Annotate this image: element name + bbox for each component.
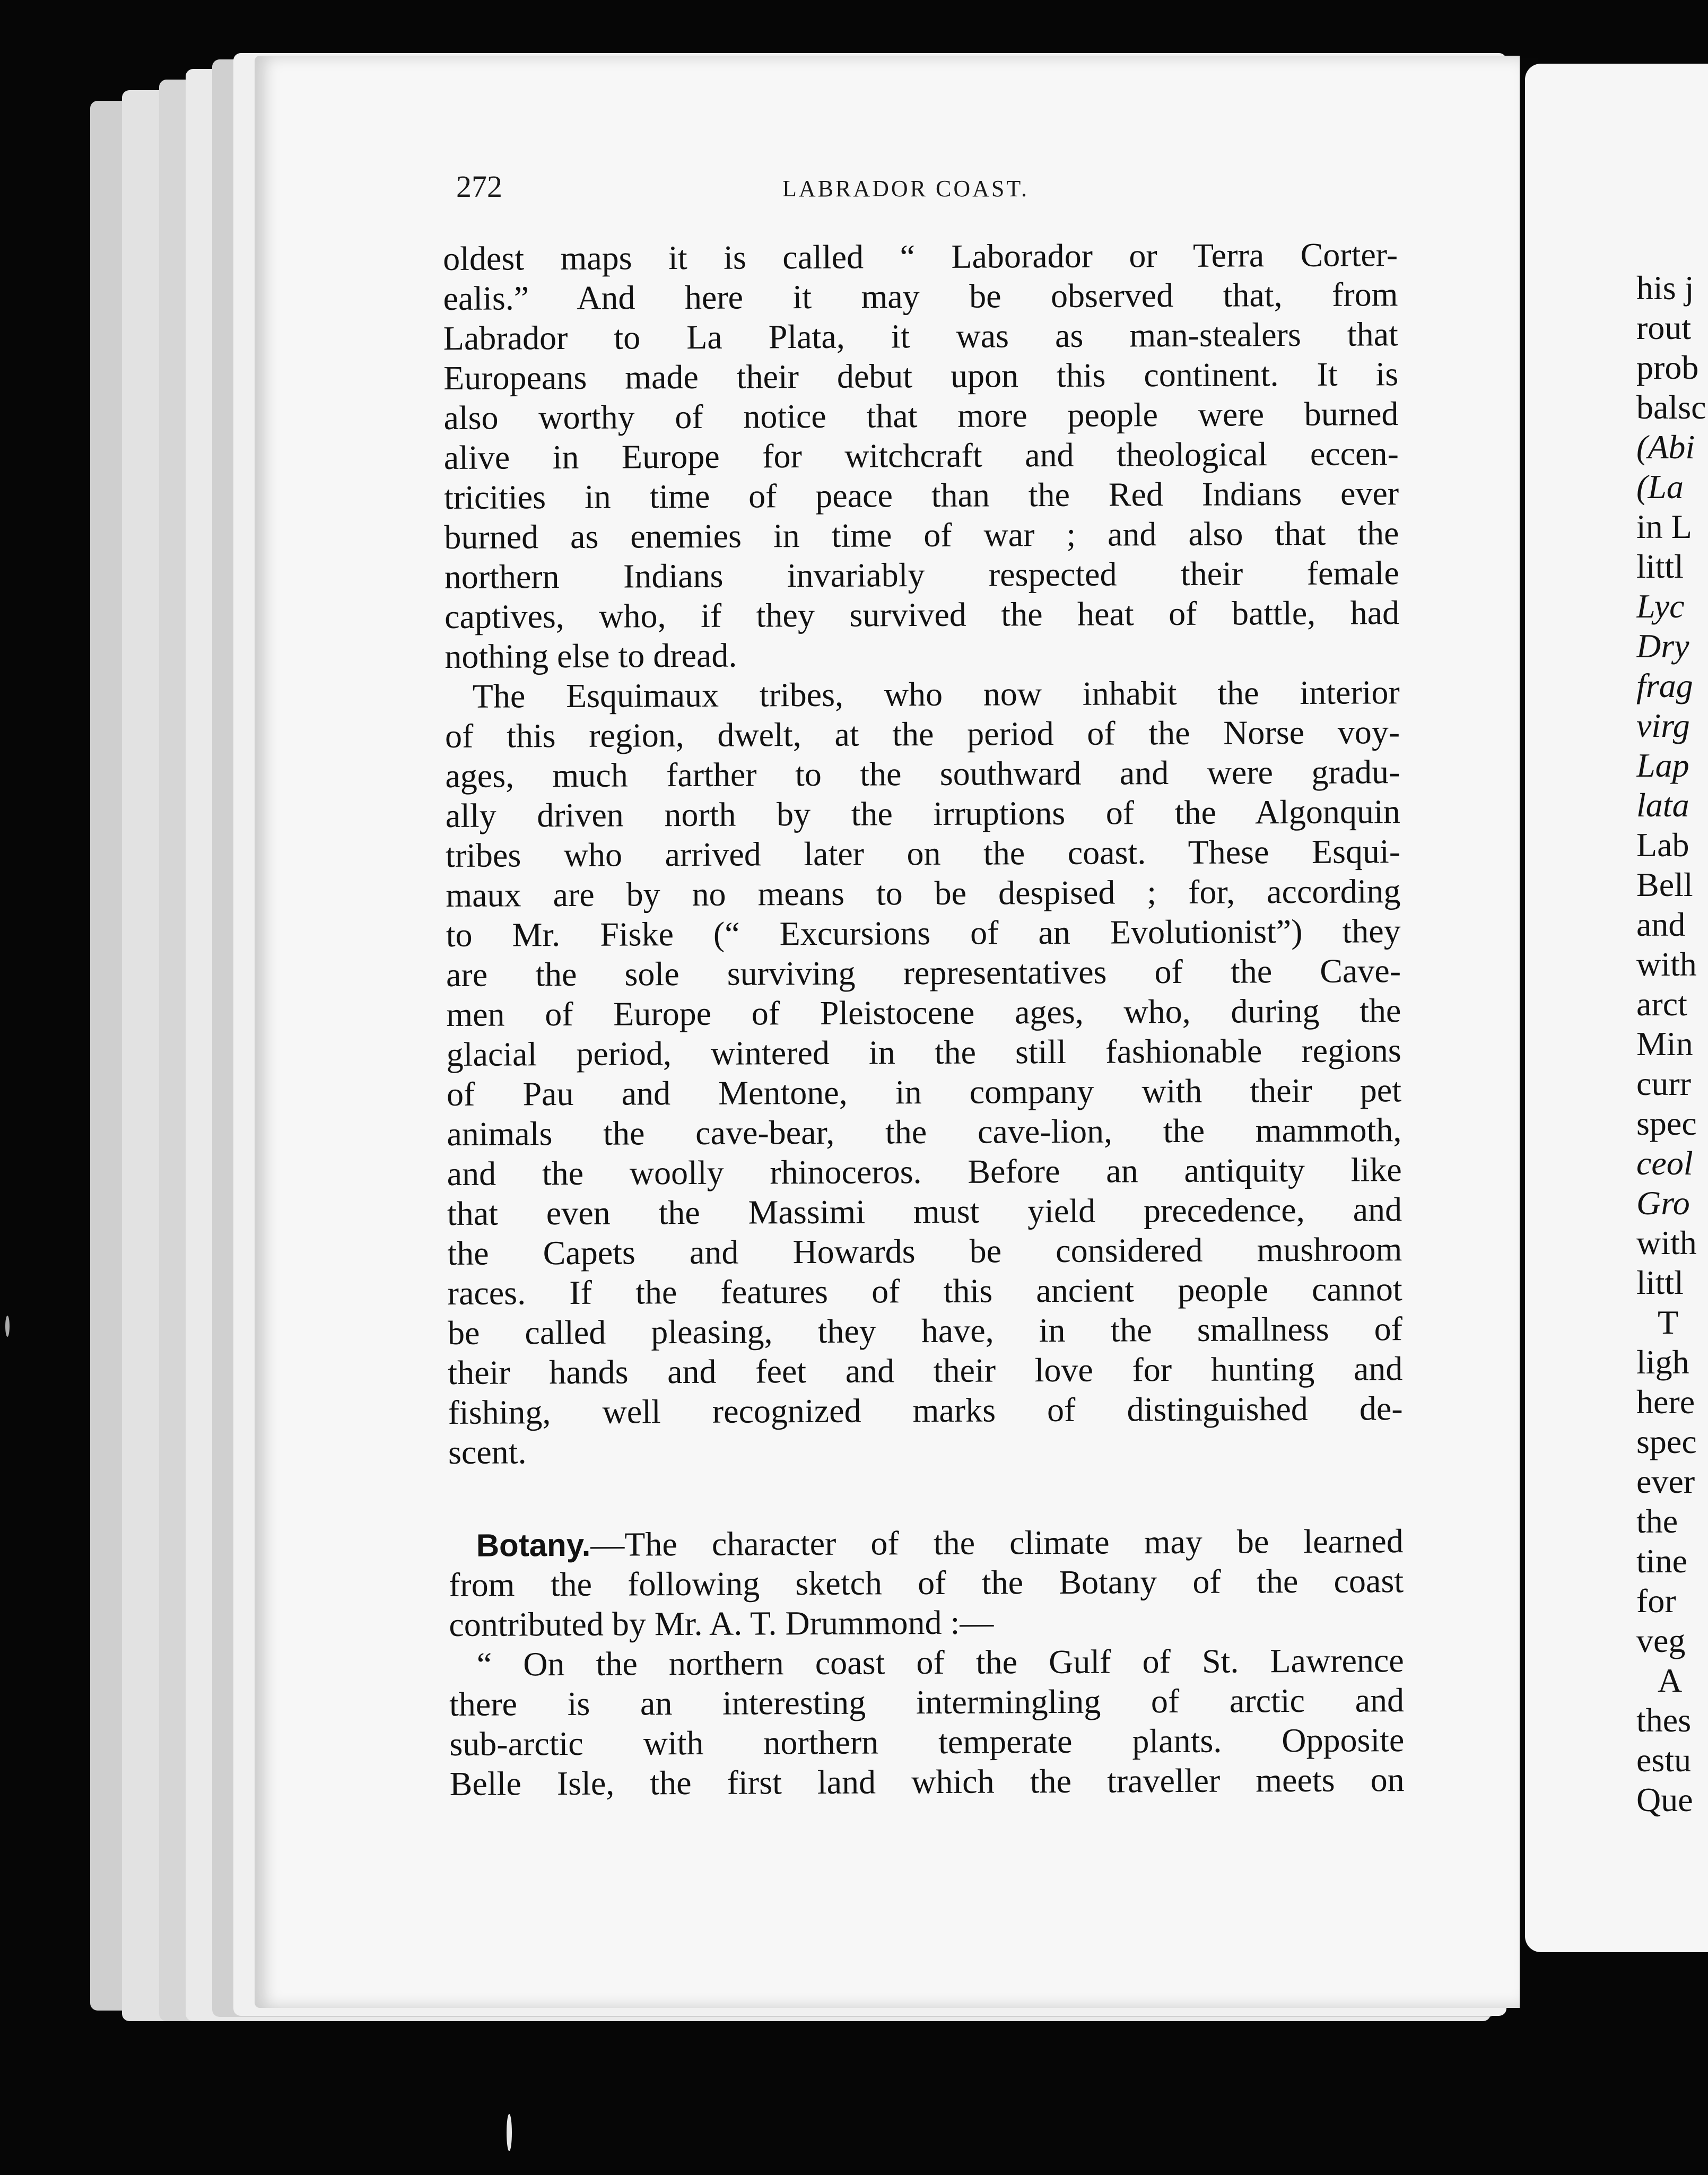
right-page-line-fragment: Lap: [1636, 746, 1689, 784]
text-line: burned as enemies in time of war ; and also that the: [444, 514, 1399, 556]
running-head: LABRADOR COAST.: [782, 176, 1030, 202]
text-line: northern Indians invariably respected their female: [444, 554, 1399, 596]
right-page-line-fragment: balsc: [1636, 388, 1706, 426]
text-line: —The character of the climate may be learned: [590, 1522, 1404, 1563]
paragraph-drummond-quote: [449, 1640, 1405, 1804]
right-page-line-fragment: spec: [1636, 1423, 1697, 1460]
scan-speck: [507, 2114, 512, 2151]
right-page-line-fragment: his j: [1636, 269, 1694, 307]
text-line: oldest maps it is called “ Laborador or Terra Corter-: [443, 236, 1398, 277]
page-number: 272: [456, 169, 502, 204]
text-line: that even the Massimi must yield precedence, and: [447, 1190, 1402, 1232]
text-line: their hands and feet and their love for hunting and: [448, 1350, 1403, 1391]
right-page-line-fragment: with: [1636, 945, 1697, 983]
right-page-line-fragment: the: [1636, 1502, 1678, 1540]
text-line: Belle Isle, the first land which the traveller meets on: [449, 1761, 1405, 1803]
right-page-line-fragment: Min: [1636, 1025, 1693, 1063]
right-page-line-fragment: littl: [1636, 547, 1684, 585]
right-page-line-fragment: Bell: [1636, 866, 1693, 903]
text-line: Europeans made their debut upon this continent. It is: [443, 355, 1399, 397]
right-page-line-fragment: Que: [1636, 1781, 1693, 1819]
text-line: of Pau and Mentone, in company with their pet: [446, 1071, 1402, 1113]
page-header: [456, 169, 1082, 216]
paragraph-botany: [449, 1521, 1404, 1645]
right-page-line-fragment: littl: [1636, 1264, 1684, 1301]
text-line: also worthy of notice that more people were burned: [443, 395, 1399, 437]
text-line: sub-arctic with northern temperate plants. Opposite: [449, 1721, 1405, 1763]
paragraph-esquimaux-tribes: [445, 672, 1404, 1472]
text-line: animals the cave-bear, the cave-lion, the mammoth,: [447, 1111, 1402, 1153]
text-line: maux are by no means to be despised ; for, according: [446, 872, 1401, 914]
text-line: contributed by Mr. A. T. Drummond :—: [449, 1603, 994, 1643]
text-line: ealis.” And here it may be observed that, from: [443, 275, 1398, 317]
text-line: there is an interesting intermingling of arctic and: [449, 1681, 1405, 1723]
text-line: ally driven north by the irruptions of the Algonquin: [445, 793, 1400, 834]
botany-first-line: [449, 1521, 1404, 1565]
text-line: men of Europe of Pleistocene ages, who, during the: [446, 991, 1401, 1033]
right-page-line-fragment: estu: [1636, 1741, 1692, 1779]
right-page-line-fragment: lata: [1636, 786, 1689, 824]
main-text-column: [443, 234, 1405, 1804]
text-line: nothing else to dread.: [445, 636, 737, 675]
right-page-line-fragment: rout: [1636, 309, 1692, 346]
text-line: be called pleasing, they have, in the smallness of: [447, 1310, 1403, 1352]
right-page-line-fragment: ligh: [1636, 1343, 1689, 1381]
botany-heading: Botany.: [476, 1527, 591, 1563]
right-page-text-fragments: [1636, 268, 1708, 1820]
text-line: fishing, well recognized marks of distinguished de-: [448, 1389, 1403, 1431]
right-page-line-fragment: arct: [1636, 985, 1687, 1023]
right-page-line-fragment: (Abi: [1636, 428, 1695, 466]
text-line: captives, who, if they survived the heat of battle, had: [444, 594, 1400, 636]
right-page-line-fragment: Lyc: [1636, 587, 1685, 625]
right-page-line-fragment: Lab: [1636, 826, 1689, 864]
text-line: The Esquimaux tribes, who now inhabit the interior: [472, 673, 1400, 715]
text-line: from the following sketch of the Botany of the coast: [448, 1562, 1404, 1604]
text-line: alive in Europe for witchcraft and theological eccen-: [443, 434, 1399, 476]
text-line: tribes who arrived later on the coast. These Esqui-: [445, 832, 1401, 874]
right-page-line-fragment: (La: [1636, 468, 1684, 506]
text-line: glacial period, wintered in the still fashionable regions: [446, 1031, 1401, 1073]
text-line: to Mr. Fiske (“ Excursions of an Evolutionist”) they: [446, 912, 1401, 954]
text-line: scent.: [448, 1433, 527, 1471]
right-page-line-fragment: curr: [1636, 1065, 1692, 1102]
right-page-line-fragment: Gro: [1636, 1184, 1690, 1222]
right-page-line-fragment: and: [1636, 906, 1686, 943]
paragraph-esquimaux-history: [443, 234, 1400, 676]
text-line: Labrador to La Plata, it was as man-stealers that: [443, 315, 1398, 357]
text-line: of this region, dwelt, at the period of the Norse voy-: [445, 713, 1400, 755]
right-page-line-fragment: A: [1658, 1661, 1683, 1699]
right-page-line-fragment: for: [1636, 1582, 1676, 1620]
right-page-line-fragment: in L: [1636, 508, 1692, 545]
text-line: and the woolly rhinoceros. Before an antiquity like: [447, 1151, 1402, 1193]
text-line: are the sole surviving representatives of the Cave-: [446, 952, 1401, 994]
right-page-line-fragment: here: [1636, 1383, 1695, 1421]
right-page-line-fragment: T: [1658, 1303, 1679, 1341]
text-line: ages, much farther to the southward and were gradu-: [445, 753, 1400, 795]
right-page-line-fragment: tine: [1636, 1542, 1687, 1580]
right-page-line-fragment: spec: [1636, 1104, 1697, 1142]
right-page-line-fragment: ceol: [1636, 1144, 1693, 1182]
scan-speck: [5, 1316, 10, 1337]
right-page-line-fragment: frag: [1636, 667, 1693, 704]
right-page-line-fragment: prob: [1636, 349, 1699, 386]
right-page-line-fragment: veg: [1636, 1622, 1686, 1659]
right-page-line-fragment: ever: [1636, 1463, 1695, 1500]
right-page-line-fragment: with: [1636, 1224, 1697, 1262]
right-page-line-fragment: virg: [1636, 707, 1690, 744]
right-page-line-fragment: thes: [1636, 1701, 1692, 1739]
right-page-line-fragment: Dry: [1636, 627, 1689, 665]
text-line: the Capets and Howards be considered mushroom: [447, 1230, 1402, 1272]
text-line: “ On the northern coast of the Gulf of St. Lawrence: [476, 1641, 1404, 1683]
text-line: tricities in time of peace than the Red Indians ever: [443, 474, 1399, 516]
text-line: races. If the features of this ancient people cannot: [447, 1270, 1402, 1312]
